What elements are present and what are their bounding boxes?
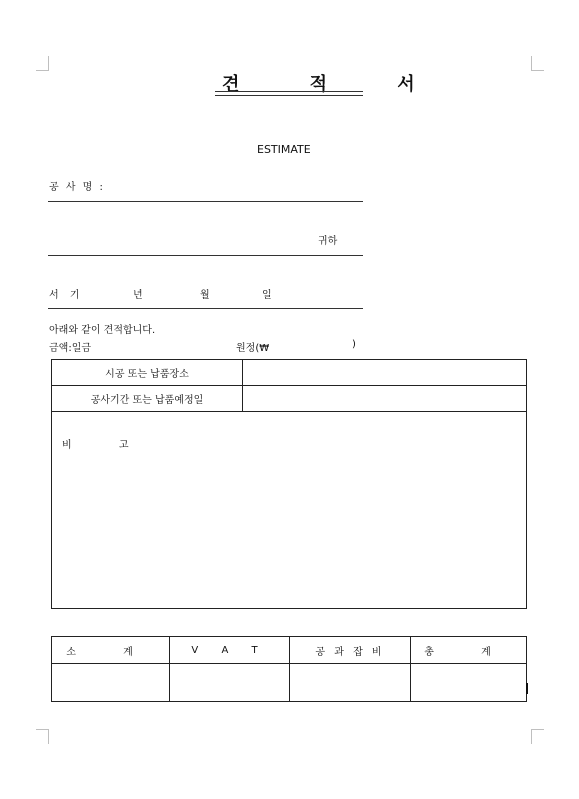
crop-mark-top-left <box>36 56 49 71</box>
overhead-label: 공 과 잡 비 <box>315 646 385 658</box>
document-subtitle: ESTIMATE <box>257 143 311 156</box>
recipient-suffix: 귀하 <box>318 236 338 247</box>
project-name-line <box>48 201 363 202</box>
date-year: 년 <box>133 290 143 301</box>
date-line <box>48 308 363 309</box>
amount-close: ) <box>352 339 356 350</box>
vat-label: V A T <box>191 644 268 656</box>
amount-won: 원정(₩ <box>236 343 270 354</box>
info-table <box>51 359 527 609</box>
project-name-label: 공 사 명 : <box>49 182 105 193</box>
recipient-line <box>48 255 363 256</box>
text-cursor-mark <box>526 683 528 694</box>
date-month: 월 <box>200 290 210 301</box>
period-label-cell <box>52 386 243 412</box>
total-label: 총 계 <box>424 646 513 658</box>
subtotal-header <box>52 637 170 664</box>
date-era: 서 기 <box>49 290 84 301</box>
document-title: 견 적 서 <box>222 74 447 95</box>
place-label-cell <box>52 360 243 386</box>
vat-value-cell[interactable] <box>170 664 290 702</box>
amount-label: 금액:일금 <box>49 343 92 354</box>
remarks-cell[interactable] <box>52 412 527 609</box>
crop-mark-bottom-left <box>36 729 49 744</box>
total-value-cell[interactable] <box>411 664 527 702</box>
crop-mark-top-right <box>531 56 544 71</box>
overhead-value-cell[interactable] <box>290 664 411 702</box>
period-label: 공사기간 또는 납품예정일 <box>90 395 204 406</box>
subtotal-value-cell[interactable] <box>52 664 170 702</box>
place-label: 시공 또는 납품장소 <box>105 369 189 380</box>
intro-text: 아래와 같이 견적합니다. <box>49 325 156 336</box>
crop-mark-bottom-right <box>531 729 544 744</box>
title-double-underline <box>215 91 363 96</box>
vat-header <box>170 637 290 664</box>
remarks-label: 비 고 <box>62 440 151 451</box>
place-value-cell[interactable] <box>243 360 527 386</box>
subtotal-label: 소 계 <box>66 646 155 658</box>
date-day: 일 <box>262 290 272 301</box>
period-value-cell[interactable] <box>243 386 527 412</box>
total-header <box>411 637 527 664</box>
overhead-header <box>290 637 411 664</box>
totals-table <box>51 636 527 702</box>
